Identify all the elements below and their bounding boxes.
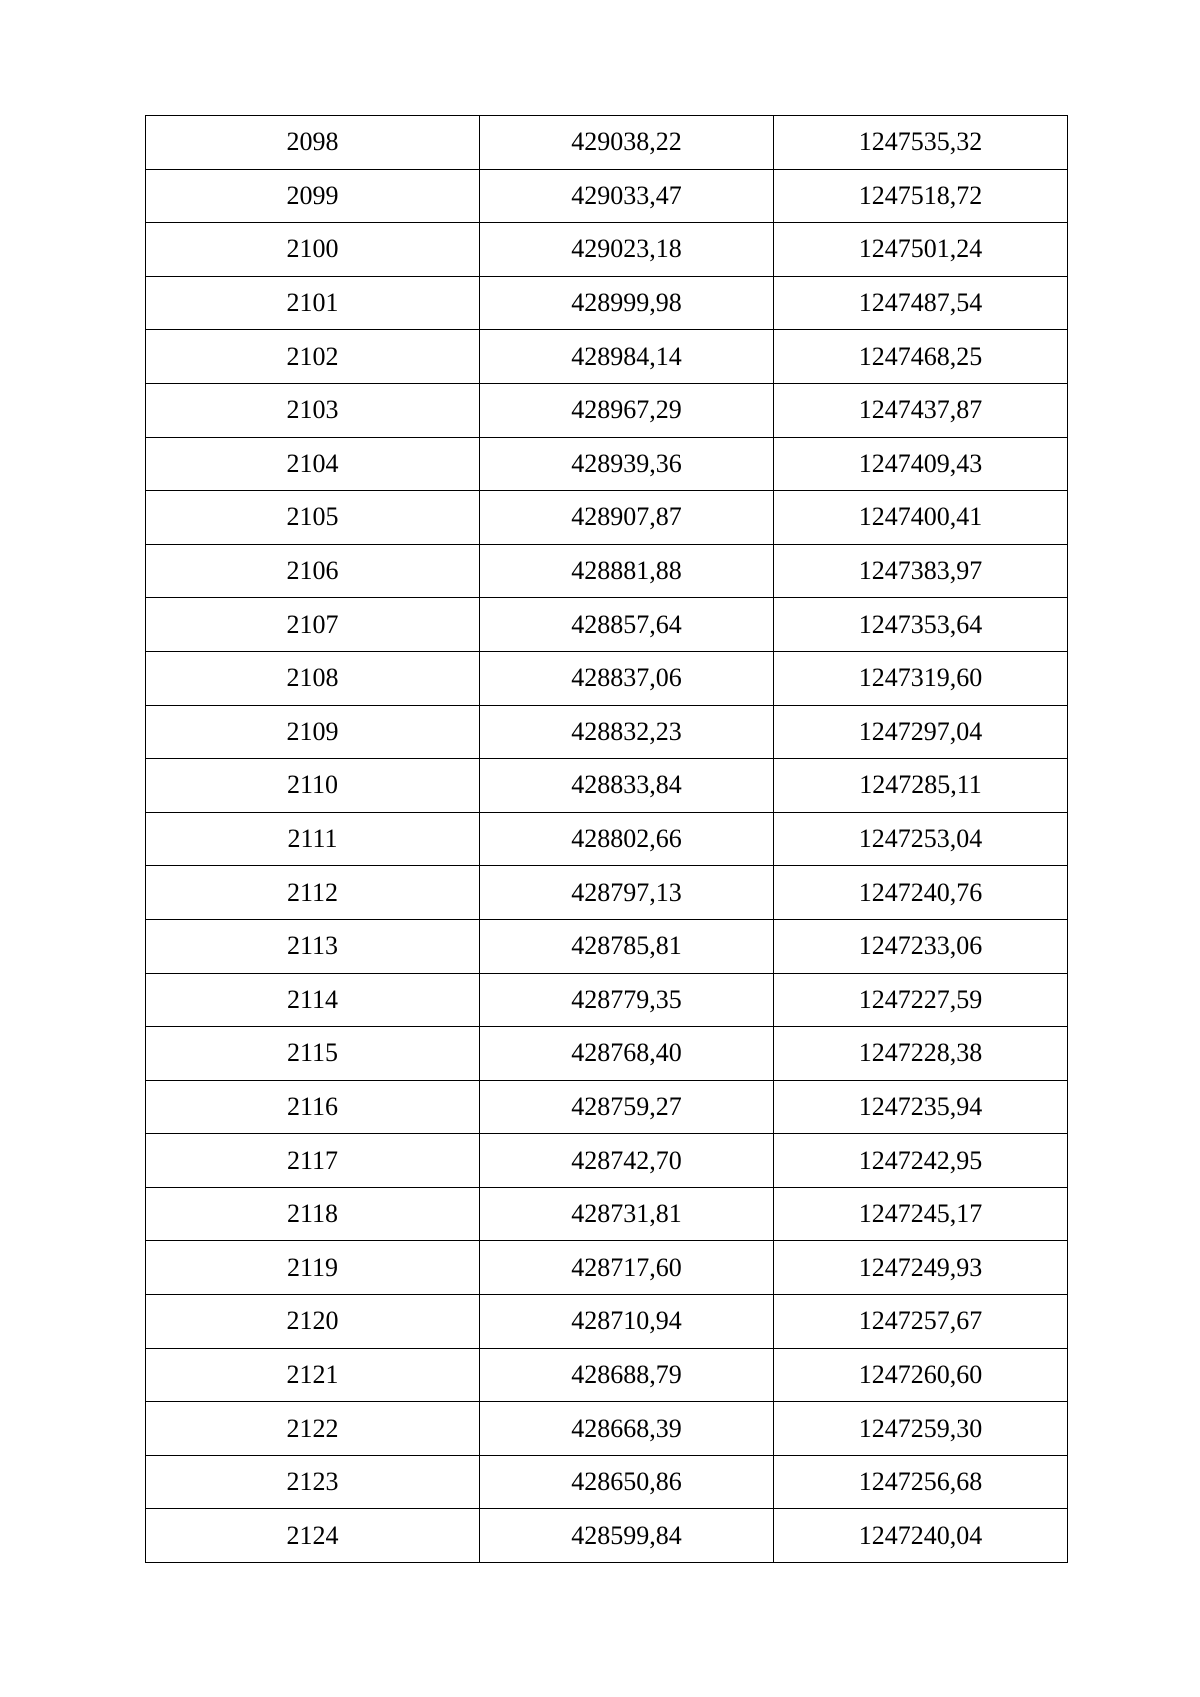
x-coordinate-cell: 428731,81 — [480, 1187, 774, 1241]
x-coordinate-cell: 428797,13 — [480, 866, 774, 920]
table-row — [146, 330, 1068, 384]
table-row — [146, 437, 1068, 491]
x-coordinate-cell: 429038,22 — [480, 116, 774, 170]
point-number-cell: 2115 — [146, 1027, 480, 1081]
point-number-cell: 2102 — [146, 330, 480, 384]
table-row — [146, 116, 1068, 170]
y-coordinate-cell: 1247256,68 — [774, 1455, 1068, 1509]
x-coordinate-cell: 428939,36 — [480, 437, 774, 491]
x-coordinate-cell: 428837,06 — [480, 651, 774, 705]
y-coordinate-cell: 1247249,93 — [774, 1241, 1068, 1295]
y-coordinate-cell: 1247319,60 — [774, 651, 1068, 705]
point-number-cell: 2101 — [146, 276, 480, 330]
point-number-cell: 2116 — [146, 1080, 480, 1134]
point-number-cell: 2105 — [146, 491, 480, 545]
table-row — [146, 919, 1068, 973]
x-coordinate-cell: 428881,88 — [480, 544, 774, 598]
y-coordinate-cell: 1247245,17 — [774, 1187, 1068, 1241]
point-number-cell: 2098 — [146, 116, 480, 170]
point-number-cell: 2112 — [146, 866, 480, 920]
table-row — [146, 276, 1068, 330]
x-coordinate-cell: 428759,27 — [480, 1080, 774, 1134]
y-coordinate-cell: 1247383,97 — [774, 544, 1068, 598]
x-coordinate-cell: 428599,84 — [480, 1509, 774, 1563]
table-row — [146, 169, 1068, 223]
x-coordinate-cell: 428742,70 — [480, 1134, 774, 1188]
y-coordinate-cell: 1247501,24 — [774, 223, 1068, 277]
table-row — [146, 1080, 1068, 1134]
table-row — [146, 491, 1068, 545]
point-number-cell: 2118 — [146, 1187, 480, 1241]
point-number-cell: 2124 — [146, 1509, 480, 1563]
y-coordinate-cell: 1247297,04 — [774, 705, 1068, 759]
y-coordinate-cell: 1247437,87 — [774, 383, 1068, 437]
x-coordinate-cell: 428967,29 — [480, 383, 774, 437]
point-number-cell: 2122 — [146, 1402, 480, 1456]
x-coordinate-cell: 428710,94 — [480, 1295, 774, 1349]
x-coordinate-cell: 428688,79 — [480, 1348, 774, 1402]
y-coordinate-cell: 1247240,04 — [774, 1509, 1068, 1563]
point-number-cell: 2108 — [146, 651, 480, 705]
x-coordinate-cell: 428984,14 — [480, 330, 774, 384]
table-row — [146, 1241, 1068, 1295]
y-coordinate-cell: 1247253,04 — [774, 812, 1068, 866]
table-row — [146, 1134, 1068, 1188]
point-number-cell: 2111 — [146, 812, 480, 866]
table-row — [146, 759, 1068, 813]
x-coordinate-cell: 428779,35 — [480, 973, 774, 1027]
y-coordinate-cell: 1247487,54 — [774, 276, 1068, 330]
y-coordinate-cell: 1247409,43 — [774, 437, 1068, 491]
table-row — [146, 1187, 1068, 1241]
y-coordinate-cell: 1247259,30 — [774, 1402, 1068, 1456]
y-coordinate-cell: 1247468,25 — [774, 330, 1068, 384]
table-row — [146, 598, 1068, 652]
table-row — [146, 1455, 1068, 1509]
y-coordinate-cell: 1247257,67 — [774, 1295, 1068, 1349]
x-coordinate-cell: 428999,98 — [480, 276, 774, 330]
table-row — [146, 1402, 1068, 1456]
table-row — [146, 223, 1068, 277]
table-row — [146, 544, 1068, 598]
point-number-cell: 2104 — [146, 437, 480, 491]
point-number-cell: 2099 — [146, 169, 480, 223]
table-row — [146, 383, 1068, 437]
y-coordinate-cell: 1247242,95 — [774, 1134, 1068, 1188]
x-coordinate-cell: 428802,66 — [480, 812, 774, 866]
table-row — [146, 705, 1068, 759]
table-row — [146, 812, 1068, 866]
table-row — [146, 973, 1068, 1027]
y-coordinate-cell: 1247535,32 — [774, 116, 1068, 170]
x-coordinate-cell: 428668,39 — [480, 1402, 774, 1456]
y-coordinate-cell: 1247235,94 — [774, 1080, 1068, 1134]
y-coordinate-cell: 1247233,06 — [774, 919, 1068, 973]
x-coordinate-cell: 428833,84 — [480, 759, 774, 813]
point-number-cell: 2121 — [146, 1348, 480, 1402]
x-coordinate-cell: 428650,86 — [480, 1455, 774, 1509]
point-number-cell: 2113 — [146, 919, 480, 973]
x-coordinate-cell: 428717,60 — [480, 1241, 774, 1295]
y-coordinate-cell: 1247285,11 — [774, 759, 1068, 813]
coordinates-table — [145, 115, 1068, 1563]
point-number-cell: 2106 — [146, 544, 480, 598]
x-coordinate-cell: 429033,47 — [480, 169, 774, 223]
point-number-cell: 2109 — [146, 705, 480, 759]
y-coordinate-cell: 1247240,76 — [774, 866, 1068, 920]
table-row — [146, 1509, 1068, 1563]
table-row — [146, 1295, 1068, 1349]
point-number-cell: 2119 — [146, 1241, 480, 1295]
point-number-cell: 2123 — [146, 1455, 480, 1509]
x-coordinate-cell: 428768,40 — [480, 1027, 774, 1081]
table-row — [146, 1027, 1068, 1081]
y-coordinate-cell: 1247260,60 — [774, 1348, 1068, 1402]
x-coordinate-cell: 428857,64 — [480, 598, 774, 652]
point-number-cell: 2107 — [146, 598, 480, 652]
point-number-cell: 2120 — [146, 1295, 480, 1349]
y-coordinate-cell: 1247518,72 — [774, 169, 1068, 223]
table-row — [146, 1348, 1068, 1402]
point-number-cell: 2110 — [146, 759, 480, 813]
table-row — [146, 866, 1068, 920]
point-number-cell: 2117 — [146, 1134, 480, 1188]
point-number-cell: 2114 — [146, 973, 480, 1027]
point-number-cell: 2103 — [146, 383, 480, 437]
point-number-cell: 2100 — [146, 223, 480, 277]
x-coordinate-cell: 428907,87 — [480, 491, 774, 545]
x-coordinate-cell: 428832,23 — [480, 705, 774, 759]
x-coordinate-cell: 429023,18 — [480, 223, 774, 277]
y-coordinate-cell: 1247353,64 — [774, 598, 1068, 652]
table-row — [146, 651, 1068, 705]
x-coordinate-cell: 428785,81 — [480, 919, 774, 973]
y-coordinate-cell: 1247228,38 — [774, 1027, 1068, 1081]
y-coordinate-cell: 1247400,41 — [774, 491, 1068, 545]
coordinates-table-body — [146, 116, 1068, 1563]
y-coordinate-cell: 1247227,59 — [774, 973, 1068, 1027]
